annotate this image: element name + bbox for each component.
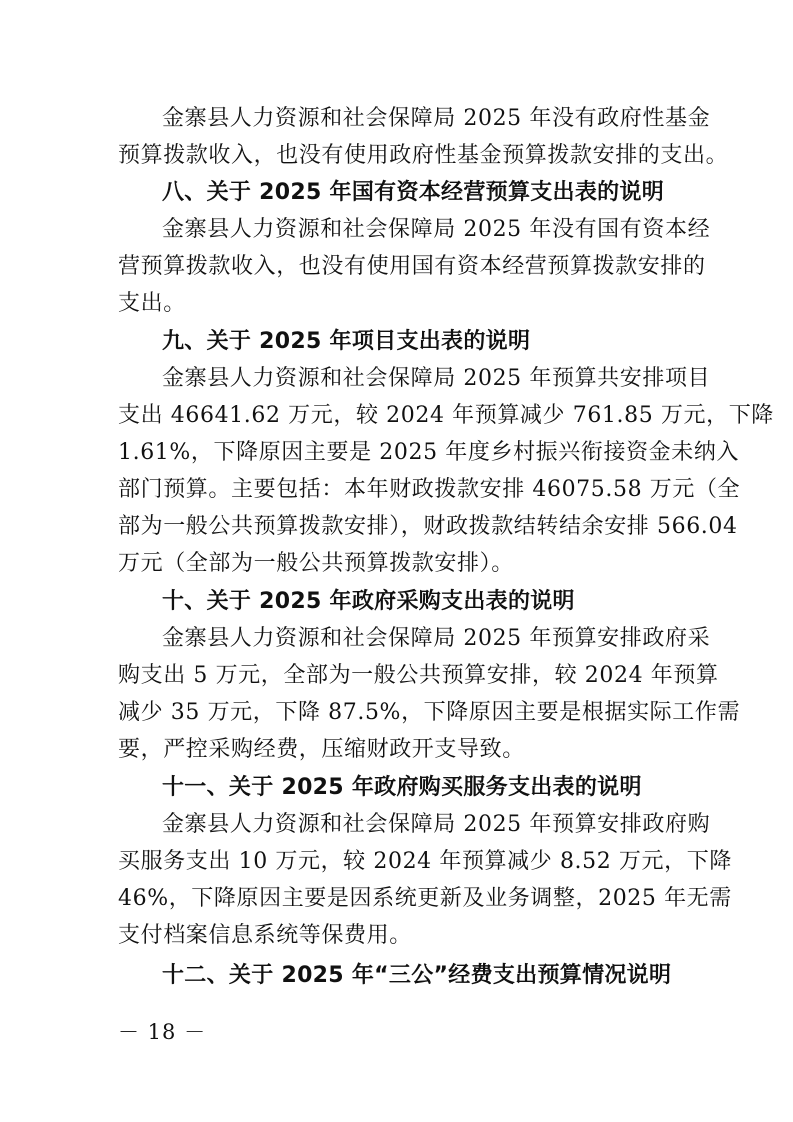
section-heading-10: 十、关于 2025 年政府采购支出表的说明 [162,589,575,614]
paragraph-line: 预算拨款收入，也没有使用政府性基金预算拨款安排的支出。 [118,143,729,168]
paragraph-line: 支付档案信息系统等保费用。 [118,923,412,948]
paragraph-line: 支出。 [118,291,186,316]
paragraph-line: 买服务支出 10 万元，较 2024 年预算减少 8.52 万元，下降 [118,849,732,874]
page-number: － 18 － [118,1020,207,1044]
paragraph-line: 金寨县人力资源和社会保障局 2025 年没有政府性基金 [162,106,711,131]
paragraph-line: 1.61%，下降原因主要是 2025 年度乡村振兴衔接资金未纳入 [118,440,740,465]
section-heading-12: 十二、关于 2025 年“三公”经费支出预算情况说明 [162,963,672,988]
section-heading-11: 十一、关于 2025 年政府购买服务支出表的说明 [162,775,642,800]
paragraph-line: 支出 46641.62 万元，较 2024 年预算减少 761.85 万元，下降 [118,403,774,428]
paragraph-line: 减少 35 万元，下降 87.5%，下降原因主要是根据实际工作需 [118,700,741,725]
paragraph-line: 金寨县人力资源和社会保障局 2025 年预算安排政府采 [162,626,711,651]
paragraph-line: 金寨县人力资源和社会保障局 2025 年没有国有资本经 [162,217,711,242]
paragraph-line: 46%，下降原因主要是因系统更新及业务调整，2025 年无需 [118,886,732,911]
paragraph-line: 营预算拨款收入，也没有使用国有资本经营预算拨款安排的 [118,254,706,279]
paragraph-line: 金寨县人力资源和社会保障局 2025 年预算安排政府购 [162,812,711,837]
paragraph-line: 金寨县人力资源和社会保障局 2025 年预算共安排项目 [162,366,711,391]
section-heading-8: 八、关于 2025 年国有资本经营预算支出表的说明 [162,180,665,205]
paragraph-line: 要，严控采购经费，压缩财政开支导致。 [118,737,525,762]
section-heading-9: 九、关于 2025 年项目支出表的说明 [162,329,531,354]
paragraph-line: 万元（全部为一般公共预算拨款安排）。 [118,551,514,576]
paragraph-line: 购支出 5 万元，全部为一般公共预算安排，较 2024 年预算 [118,663,719,688]
paragraph-line: 部为一般公共预算拨款安排），财政拨款结转结余安排 566.04 [118,514,738,539]
paragraph-line: 部门预算。主要包括：本年财政拨款安排 46075.58 万元（全 [118,477,741,502]
